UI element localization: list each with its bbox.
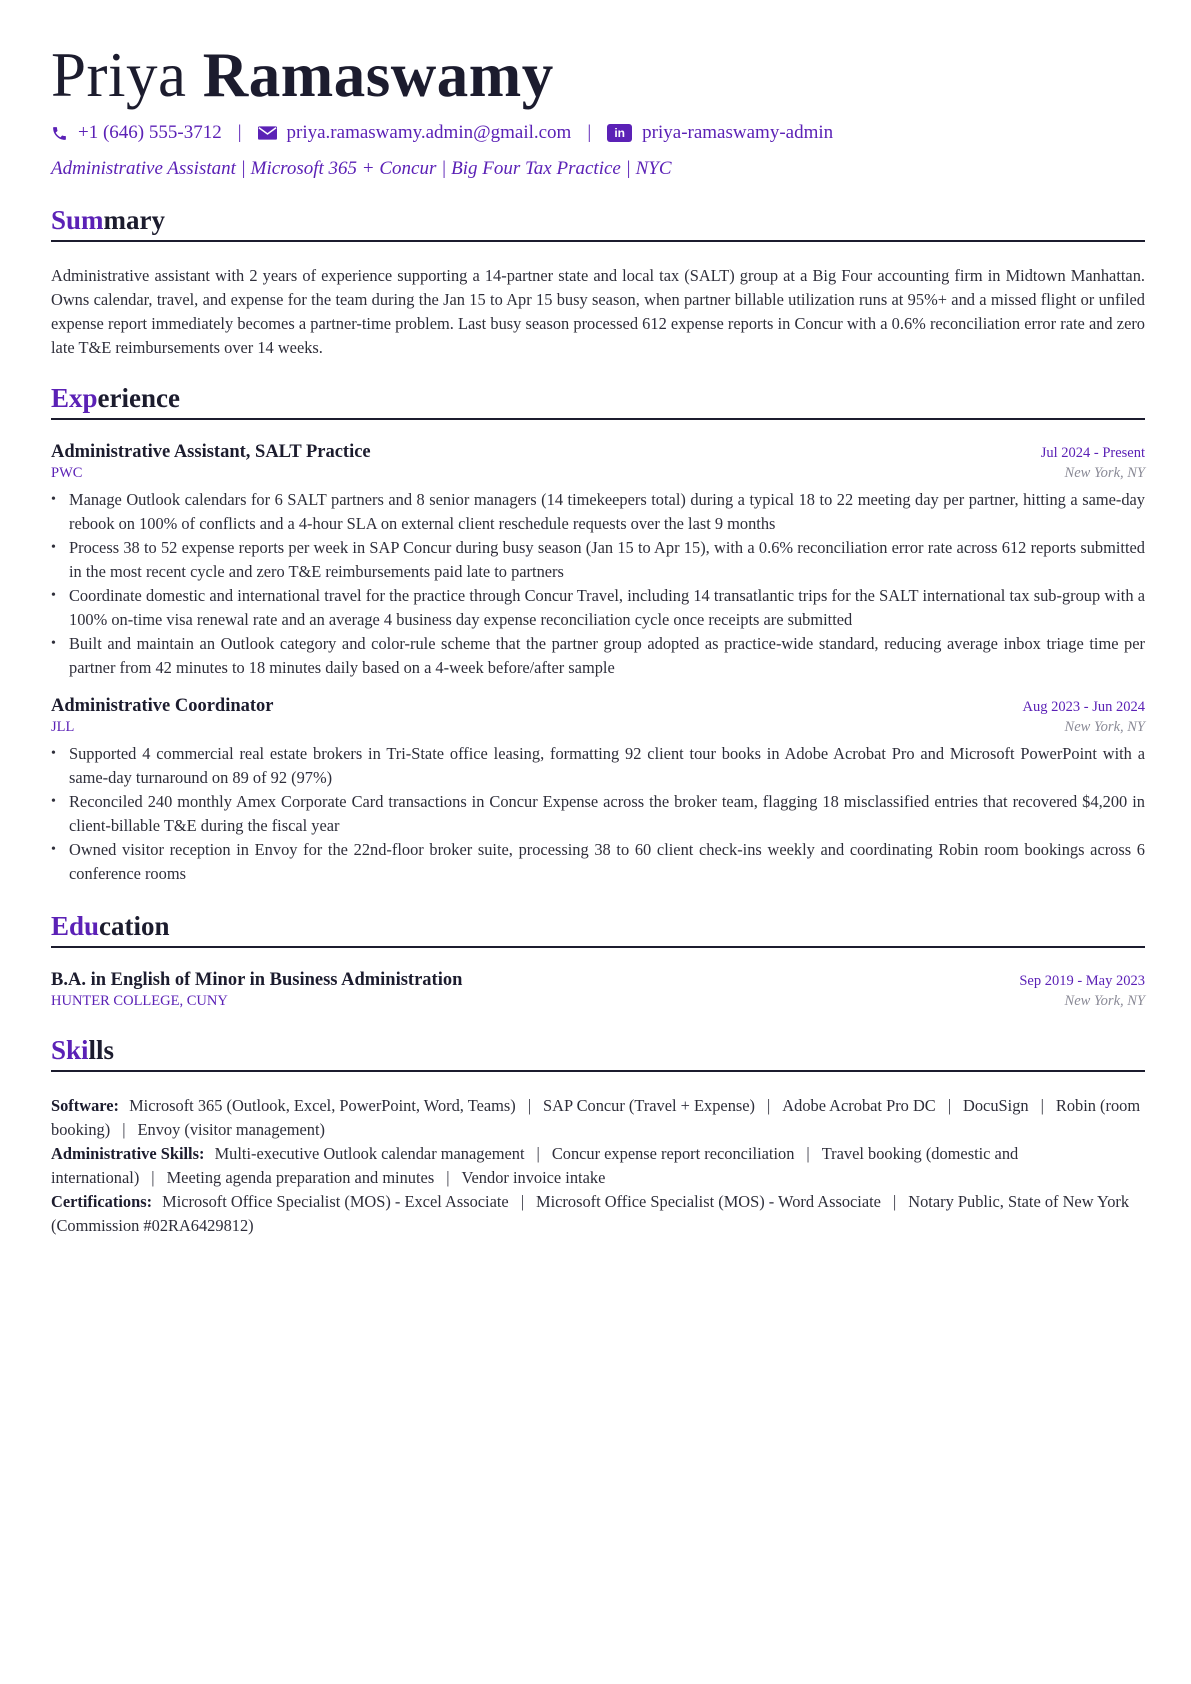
- skill-item: Travel booking (domestic and international): [51, 1144, 1019, 1187]
- skill-item: Microsoft 365 (Outlook, Excel, PowerPoint, Word, Teams): [129, 1096, 516, 1115]
- section-title-rest: lls: [88, 1035, 115, 1065]
- candidate-name: [51, 38, 1145, 112]
- section-title-summary: [51, 202, 1145, 242]
- headline-tagline: Administrative Assistant | Microsoft 365 + Concur | Big Four Tax Practice | NYC: [51, 158, 672, 179]
- email-address: priya.ramaswamy.admin@gmail.com: [286, 122, 572, 143]
- education-entry: [51, 970, 1145, 1010]
- section-title-skills: [51, 1032, 1145, 1072]
- job-bullet: • Owned visitor reception in Envoy for the 22nd-floor broker suite, processing 38 to 60 client check-ins weekly and coordinating Robin room bookings across 6 conference rooms: [69, 838, 1145, 886]
- last-name: Ramaswamy: [202, 40, 554, 110]
- section-title-education: [51, 908, 1145, 948]
- school-location: New York, NY: [1064, 993, 1145, 1009]
- contact-phone[interactable]: [51, 122, 222, 144]
- section-title-accent: Edu: [51, 911, 100, 941]
- skill-item: Vendor invoice intake: [461, 1168, 606, 1187]
- contact-email[interactable]: [258, 122, 572, 144]
- linkedin-icon: [607, 124, 632, 142]
- experience-section: [51, 380, 1145, 886]
- job-entry: [51, 696, 1145, 886]
- skill-row-administrative: Administrative Skills: Multi-executive Outlook calendar management | Concur expense report reconciliation | Travel booking (domestic and international) | Meeting agenda preparation and minutes | Vendor invoice intake: [51, 1144, 1019, 1187]
- contact-linkedin[interactable]: [607, 122, 833, 144]
- contact-separator: |: [587, 122, 592, 143]
- skill-item: Microsoft Office Specialist (MOS) - Word Associate: [536, 1192, 881, 1211]
- job-title: Administrative Coordinator: [51, 696, 274, 716]
- degree-title: B.A. in English of Minor in Business Administration: [51, 970, 463, 990]
- job-bullet: • Process 38 to 52 expense reports per week in SAP Concur during busy season (Jan 15 to Apr 15), with a 0.6% reconciliation error rate across 612 reports submitted in the most recent cycle and zero T&E reimbursements paid late to partners: [69, 536, 1145, 584]
- first-name: Priya: [51, 40, 187, 110]
- job-bullet: • Coordinate domestic and international travel for the practice through Concur Travel, including 14 transatlantic trips for the SALT international tax sub-group with a 100% on-time visa renewal rate and an average 4 business day expense reconciliation cycle once receipts are submitted: [69, 584, 1145, 632]
- job-bullets: [51, 488, 1145, 680]
- education-section: [51, 908, 1145, 1010]
- section-title-rest: mary: [103, 205, 166, 235]
- job-dates: Jul 2024 - Present: [1040, 445, 1145, 461]
- job-title: Administrative Assistant, SALT Practice: [51, 442, 371, 462]
- school-name: HUNTER COLLEGE, CUNY: [51, 993, 228, 1009]
- skill-item: Meeting agenda preparation and minutes: [166, 1168, 435, 1187]
- job-bullet: • Built and maintain an Outlook category and color-rule scheme that the partner group adopted as practice-wide standard, reducing average inbox triage time per partner from 42 minutes to 18 minutes daily based on a 4-week before/after sample: [69, 632, 1145, 680]
- linkedin-badge: in: [607, 124, 632, 142]
- section-title-experience: [51, 380, 1145, 420]
- skill-item: Concur expense report reconciliation: [551, 1144, 795, 1163]
- education-dates: Sep 2019 - May 2023: [1019, 973, 1145, 989]
- skill-label: Software:: [51, 1096, 119, 1115]
- summary-text: Administrative assistant with 2 years of experience supporting a 14-partner state and local tax (SALT) group at a Big Four accounting firm in Midtown Manhattan. Owns calendar, travel, and expense for the team during the Jan 15 to Apr 15 busy season, when partner billable utilization runs at 95%+ and a missed flight or unfiled expense report immediately becomes a partner-time problem. Last busy season processed 612 expense reports in Concur with a 0.6% reconciliation error rate and zero late T&E reimbursements over 14 weeks.: [51, 266, 1145, 357]
- resume-page: [51, 38, 1145, 1238]
- job-dates: Aug 2023 - Jun 2024: [1022, 699, 1145, 715]
- contact-separator: |: [237, 122, 242, 143]
- skills-list: [51, 1094, 1145, 1238]
- contact-line: [51, 120, 1145, 146]
- skill-row-software: Software: Microsoft 365 (Outlook, Excel, PowerPoint, Word, Teams) | SAP Concur (Travel + Expense) | Adobe Acrobat Pro DC | DocuSign | Robin (room booking) | Envoy (visitor management): [51, 1096, 1141, 1139]
- job-bullets: [51, 742, 1145, 886]
- summary-section: [51, 202, 1145, 360]
- job-bullet: • Reconciled 240 monthly Amex Corporate Card transactions in Concur Expense across the broker team, flagging 18 misclassified entries that recovered $4,200 in client-billable T&E during the fiscal year: [69, 790, 1145, 838]
- skill-item: Adobe Acrobat Pro DC: [782, 1096, 936, 1115]
- phone-icon: [51, 125, 68, 142]
- job-entry: [51, 442, 1145, 680]
- skill-item: Robin (room booking): [51, 1096, 1141, 1139]
- linkedin-handle: priya-ramaswamy-admin: [642, 122, 834, 143]
- section-title-rest: cation: [99, 911, 170, 941]
- skill-item: Microsoft Office Specialist (MOS) - Excel Associate: [162, 1192, 509, 1211]
- skill-item: Multi-executive Outlook calendar management: [214, 1144, 525, 1163]
- skill-item: Envoy (visitor management): [137, 1120, 326, 1139]
- skill-item: DocuSign: [963, 1096, 1029, 1115]
- skill-label: Administrative Skills:: [51, 1144, 205, 1163]
- job-bullet: • Supported 4 commercial real estate brokers in Tri-State office leasing, formatting 92 client tour books in Adobe Acrobat Pro and Microsoft PowerPoint with a same-day turnaround on 89 of 92 (97%): [69, 742, 1145, 790]
- envelope-icon: [258, 126, 277, 140]
- skill-item: Notary Public, State of New York (Commission #02RA6429812): [51, 1192, 1130, 1235]
- skill-row-certifications: Certifications: Microsoft Office Specialist (MOS) - Excel Associate | Microsoft Office Specialist (MOS) - Word Associate | Notary Public, State of New York (Commission #02RA6429812): [51, 1192, 1130, 1235]
- phone-number: +1 (646) 555-3712: [78, 122, 222, 143]
- skill-item: SAP Concur (Travel + Expense): [543, 1096, 755, 1115]
- section-title-accent: Exp: [51, 383, 98, 413]
- section-title-accent: Sum: [51, 205, 104, 235]
- job-bullet: • Manage Outlook calendars for 6 SALT partners and 8 senior managers (14 timekeepers total) during a typical 18 to 22 meeting day per partner, hitting a same-day rebook on 100% of conflicts and a 4-hour SLA on external client reschedule requests over the last 9 months: [69, 488, 1145, 536]
- job-location: New York, NY: [1064, 465, 1145, 481]
- section-title-rest: erience: [97, 383, 180, 413]
- job-employer: PWC: [51, 465, 83, 481]
- section-title-accent: Ski: [51, 1035, 89, 1065]
- job-employer: JLL: [51, 719, 75, 735]
- skills-section: [51, 1032, 1145, 1238]
- job-location: New York, NY: [1064, 719, 1145, 735]
- skill-label: Certifications:: [51, 1192, 153, 1211]
